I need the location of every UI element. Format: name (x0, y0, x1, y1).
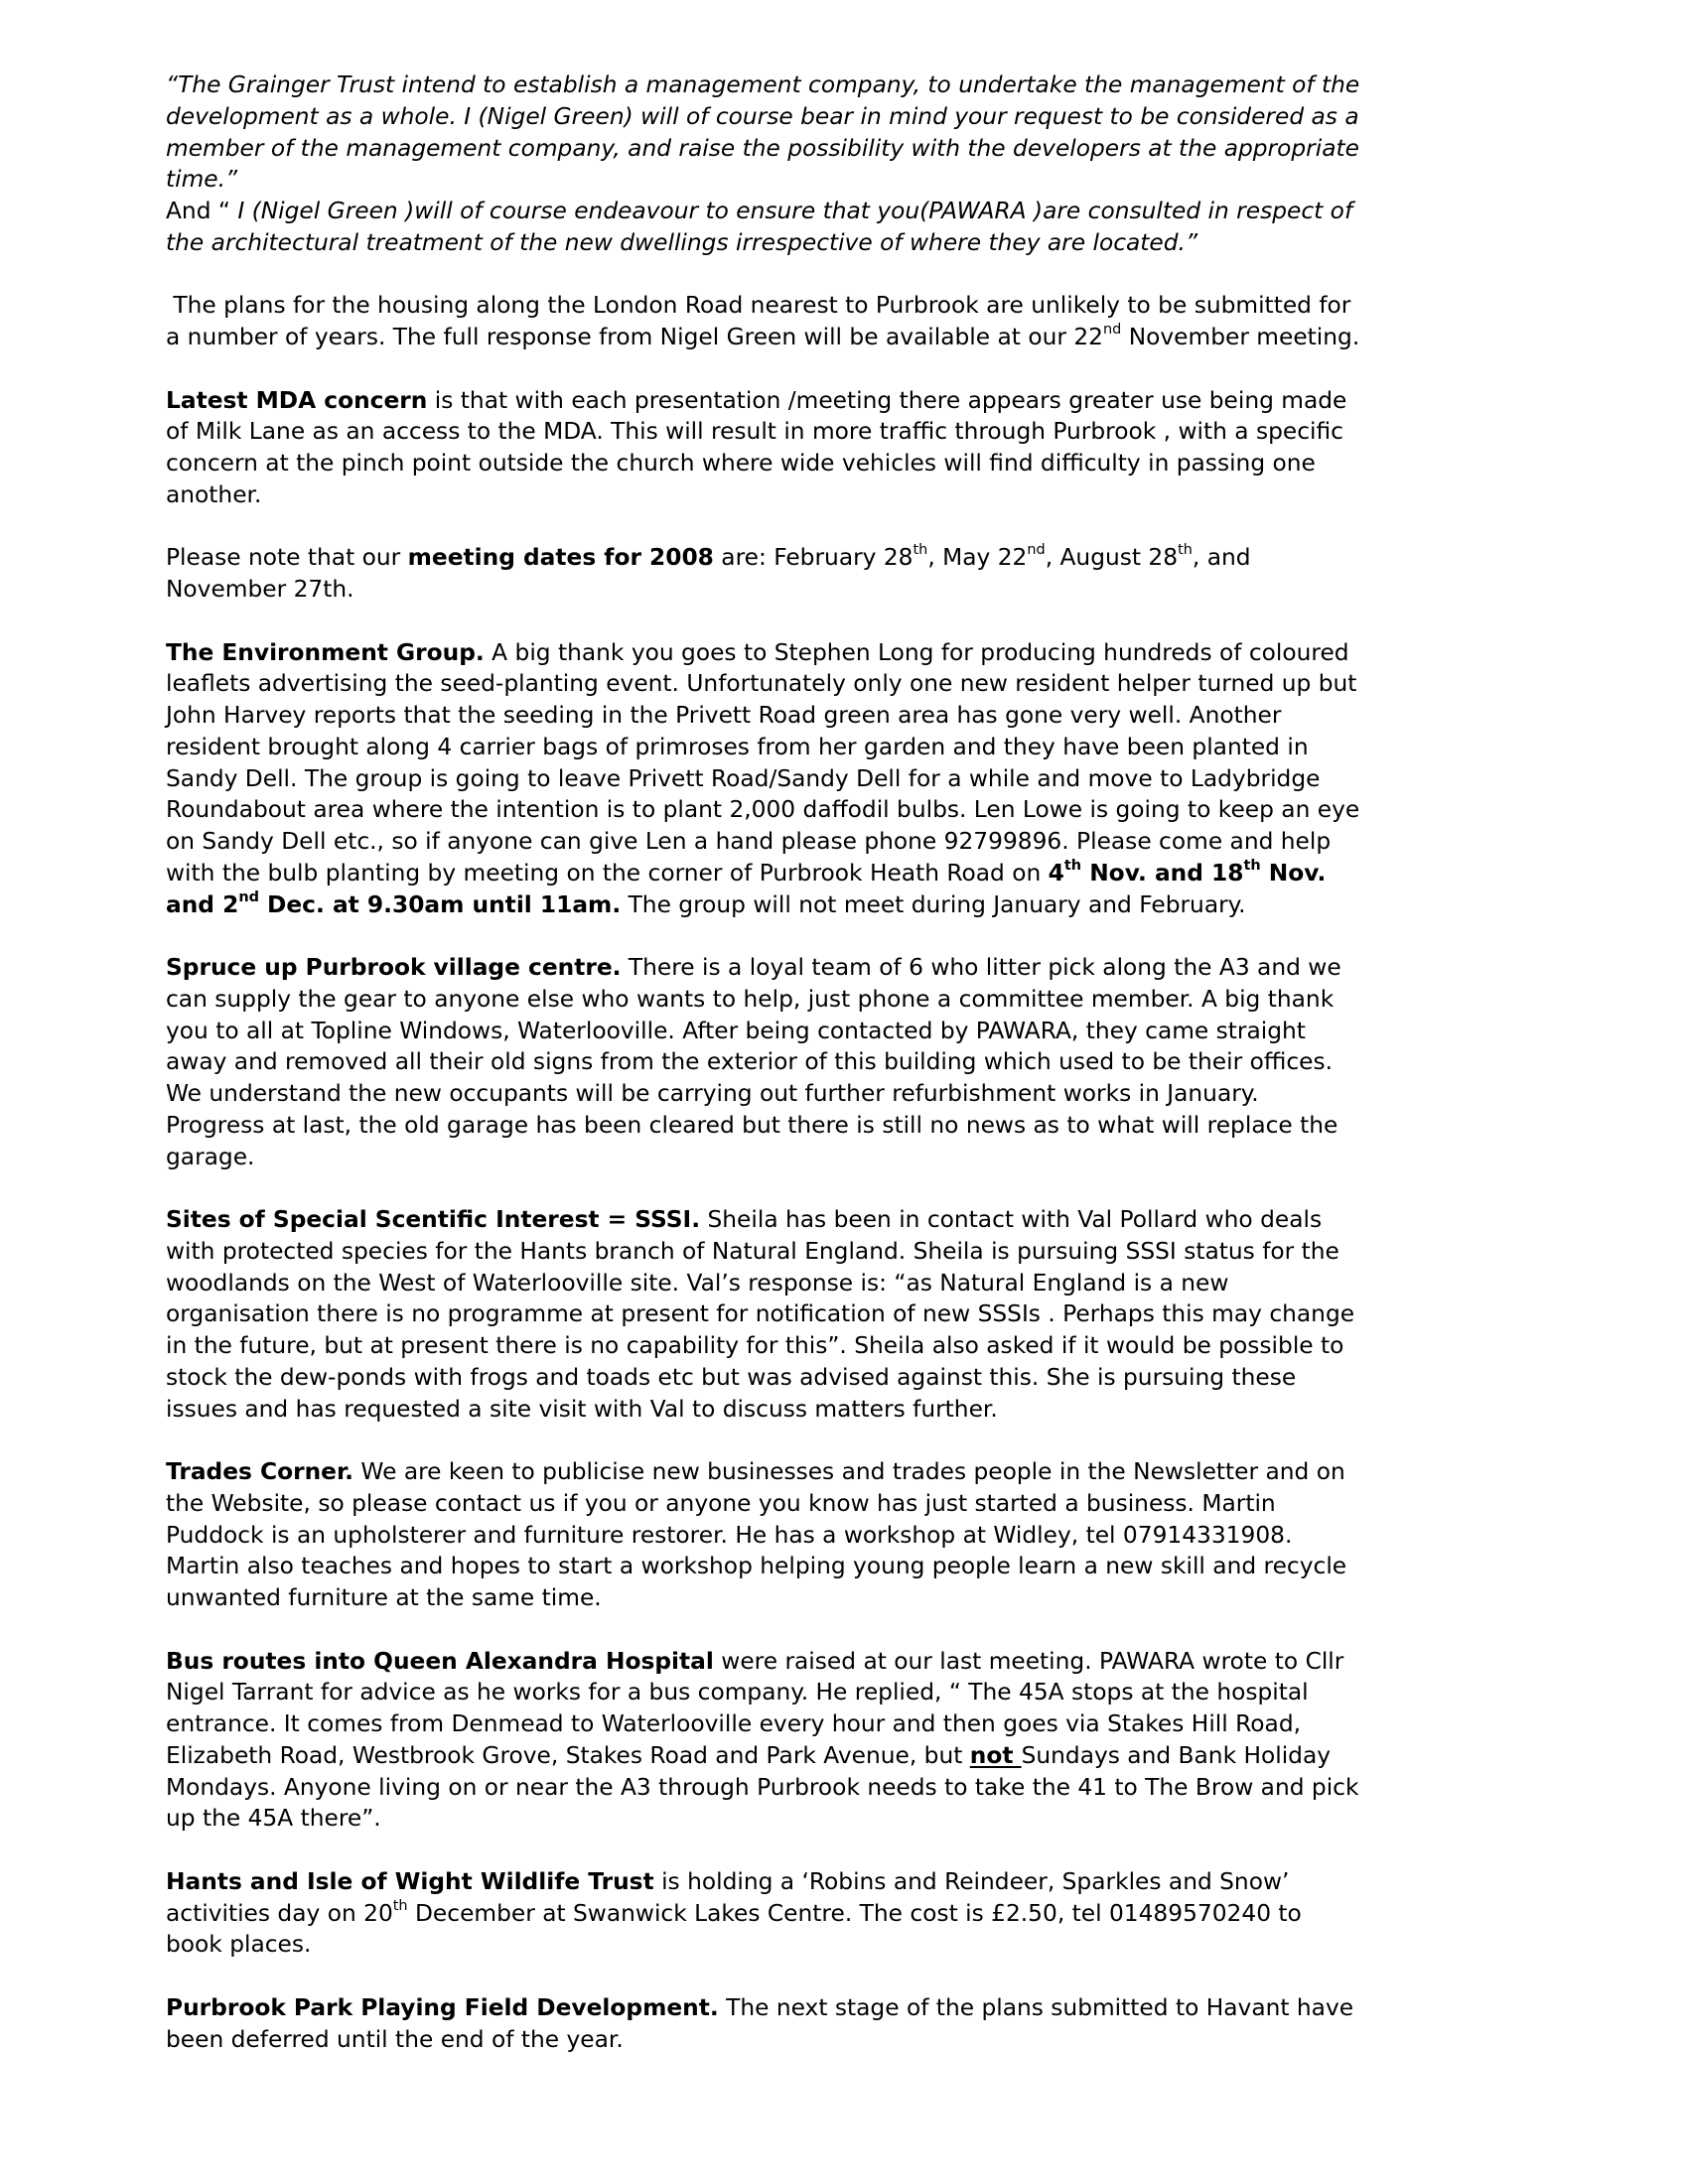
text-line (166, 542, 1536, 574)
paragraph-wildlife-trust (166, 1866, 1536, 1961)
text-run: is that with each presentation /meeting there appears greater use being made (427, 386, 1347, 414)
text-run: stock the dew-ponds with frogs and toads etc but was advised against this. She is pursuing these (166, 1363, 1297, 1391)
text-run: Sheila has been in contact with Val Pollard who deals (700, 1206, 1323, 1233)
quoted-text: the architectural treatment of the new dwellings irrespective of where they are located.” (166, 228, 1198, 256)
text-line (166, 763, 1536, 795)
text-line (166, 889, 1536, 921)
text-line (166, 1268, 1536, 1299)
text-line (166, 1298, 1536, 1330)
text-line (166, 1362, 1536, 1394)
text-line (166, 700, 1536, 732)
text-line (166, 1646, 1536, 1678)
text-run: November meeting. (1121, 324, 1360, 350)
section-heading: Spruce up Purbrook village centre. (166, 954, 622, 981)
paragraph-sssi (166, 1204, 1536, 1425)
ordinal-suffix: nd (1027, 542, 1046, 559)
text-run: another. (166, 480, 262, 508)
paragraph-environment-group (166, 637, 1536, 921)
paragraph-trades-corner (166, 1456, 1536, 1614)
text-run: Nigel Tarrant for advice as he works for a bus company. He replied, “ The 45A stops at the hospital (166, 1679, 1309, 1706)
text-line (166, 448, 1536, 479)
text-line (166, 1488, 1536, 1520)
paragraph-london-road-plans (166, 290, 1536, 353)
text-line (166, 1551, 1536, 1582)
text-line (166, 385, 1536, 417)
text-run: organisation there is no programme at present for notification of new SSSIs . Perhaps this may change (166, 1300, 1355, 1328)
text-line (166, 1142, 1536, 1173)
text-run: John Harvey reports that the seeding in the Privett Road green area has gone very well. Another (166, 702, 1282, 729)
text-line (166, 1456, 1536, 1488)
paragraph-gap (166, 606, 1536, 637)
text-run: A big thank you goes to Stephen Long for producing hundreds of coloured (484, 638, 1349, 666)
text-run: The group will not meet during January and February. (621, 890, 1246, 918)
paragraph-gap (166, 259, 1536, 291)
ordinal-suffix: th (1178, 542, 1193, 559)
text-line (166, 1204, 1536, 1236)
ordinal-suffix: th (1243, 857, 1261, 874)
text-line (166, 1772, 1536, 1804)
text-run: with protected species for the Hants branch of Natural England. Sheila is pursuing SSSI status for the (166, 1237, 1339, 1265)
text-run: The next stage of the plans submitted to Havant have (718, 1993, 1354, 2021)
bold-text: Nov. (1260, 859, 1327, 887)
text-run: activities day on 20 (166, 1899, 393, 1927)
text-line (166, 1078, 1536, 1110)
bold-text: meeting dates for 2008 (407, 544, 714, 572)
text-run: up the 45A there”. (166, 1805, 381, 1833)
bold-text: 4 (1048, 859, 1064, 887)
text-run: woodlands on the West of Waterlooville site. Val’s response is: “as Natural England is a new (166, 1269, 1229, 1297)
text-run: , August 28 (1045, 544, 1179, 572)
text-run: resident brought along 4 carrier bags of primroses from her garden and they have been planted in (166, 733, 1309, 760)
text-line (166, 2024, 1536, 2056)
text-line (166, 794, 1536, 826)
text-line (166, 1016, 1536, 1047)
text-line (166, 290, 1536, 322)
paragraph-mda-concern (166, 385, 1536, 511)
text-run: you to all at Topline Windows, Waterlooville. After being contacted by PAWARA, they came straight (166, 1017, 1306, 1044)
text-run: the Website, so please contact us if you or anyone you know has just started a business. Martin (166, 1489, 1276, 1517)
text-run: away and removed all their old signs from the exterior of this building which used to be their offices. (166, 1048, 1334, 1076)
text-line (166, 1866, 1536, 1898)
newsletter-body (166, 69, 1536, 2055)
text-line (166, 826, 1536, 858)
emphasis-underlined: not (969, 1741, 1022, 1769)
text-line (166, 1110, 1536, 1142)
text-line (166, 1394, 1536, 1426)
text-run: Puddock is an upholsterer and furniture restorer. He has a workshop at Widley, tel 07914331908. (166, 1521, 1293, 1549)
text-run: of Milk Lane as an access to the MDA. This will result in more traffic through Purbrook , with a specific (166, 418, 1343, 446)
text-line (166, 1992, 1536, 2024)
text-run: We are keen to publicise new businesses and trades people in the Newsletter and on (353, 1458, 1345, 1485)
text-run: Please note that our (166, 544, 408, 572)
paragraph-gap (166, 1961, 1536, 1992)
text-line (166, 416, 1536, 448)
text-line (166, 1046, 1536, 1078)
section-heading: Sites of Special Scentific Interest = SSSI. (166, 1206, 701, 1233)
section-heading: The Environment Group. (166, 638, 485, 666)
text-run: November 27th. (166, 576, 354, 603)
paragraph-gap (166, 353, 1536, 385)
text-run: Elizabeth Road, Westbrook Grove, Stakes Road and Park Avenue, but (166, 1741, 970, 1769)
text-line (166, 1929, 1536, 1961)
text-run: is holding a ‘Robins and Reindeer, Sparkles and Snow’ (653, 1867, 1290, 1895)
text-line (166, 479, 1536, 511)
text-run: , May 22 (927, 544, 1028, 572)
section-heading: Latest MDA concern (166, 386, 428, 414)
text-line (166, 952, 1536, 984)
paragraph-meeting-dates (166, 542, 1536, 606)
quoted-text: member of the management company, and raise the possibility with the developers at the appropriate (166, 134, 1359, 162)
text-run: can supply the gear to anyone else who wants to help, just phone a committee member. A big thank (166, 985, 1335, 1013)
text-line (166, 322, 1536, 353)
ordinal-suffix: nd (238, 888, 259, 905)
text-line (166, 101, 1536, 133)
text-line (166, 637, 1536, 669)
text-line (166, 196, 1536, 227)
text-run: concern at the pinch point outside the church where wide vehicles will find difficulty in passing one (166, 450, 1316, 477)
text-line (166, 1582, 1536, 1614)
paragraph-gap (166, 1172, 1536, 1204)
text-run: issues and has requested a site visit with Val to discuss matters further. (166, 1395, 998, 1423)
text-run: The plans for the housing along the London Road nearest to Purbrook are unlikely to be submitted for (166, 292, 1351, 320)
text-line (166, 227, 1536, 259)
text-run: with the bulb planting by meeting on the corner of Purbrook Heath Road on (166, 859, 1049, 887)
section-heading: Bus routes into Queen Alexandra Hospital (166, 1647, 714, 1675)
text-run: Mondays. Anyone living on or near the A3 through Purbrook needs to take the 41 to The Brow and pick (166, 1773, 1359, 1801)
text-run: Martin also teaches and hopes to start a workshop helping young people learn a new skill and recycle (166, 1553, 1347, 1580)
text-line (166, 1803, 1536, 1835)
text-run: leaflets advertising the seed-planting event. Unfortunately only one new resident helper turned up but (166, 670, 1357, 698)
text-line (166, 1708, 1536, 1740)
text-line (166, 69, 1536, 101)
paragraph-bus-routes (166, 1646, 1536, 1836)
ordinal-suffix: th (913, 542, 928, 559)
text-line (166, 133, 1536, 165)
quoted-text: “The Grainger Trust intend to establish a management company, to undertake the management of the (166, 71, 1360, 98)
paragraph-gap (166, 920, 1536, 952)
text-run: , and (1192, 544, 1251, 572)
text-line (166, 1740, 1536, 1772)
paragraph-grainger-quote (166, 69, 1536, 259)
paragraph-gap (166, 1835, 1536, 1866)
text-run: Roundabout area where the intention is to plant 2,000 daffodil bulbs. Len Lowe is going to keep an eye (166, 796, 1360, 824)
text-run: a number of years. The full response from Nigel Green will be available at our 22 (166, 324, 1103, 350)
text-run: There is a loyal team of 6 who litter pick along the A3 and we (621, 954, 1341, 981)
text-run: entrance. It comes from Denmead to Waterlooville every hour and then goes via Stakes Hill Road, (166, 1710, 1302, 1737)
text-run: Progress at last, the old garage has been cleared but there is still no news as to what will replace the (166, 1111, 1338, 1139)
section-heading: Trades Corner. (166, 1458, 353, 1485)
quoted-text: time.” (166, 166, 238, 194)
text-line (166, 1677, 1536, 1708)
text-run: book places. (166, 1931, 312, 1959)
quoted-text: development as a whole. I (Nigel Green) will of course bear in mind your request to be considered as a (166, 102, 1359, 130)
text-run: Sundays and Bank Holiday (1021, 1741, 1332, 1769)
text-run: unwanted furniture at the same time. (166, 1584, 602, 1611)
paragraph-gap (166, 1614, 1536, 1646)
text-line (166, 574, 1536, 606)
text-run: And “ (166, 198, 238, 224)
ordinal-suffix: nd (1102, 322, 1122, 339)
paragraph-playing-field (166, 1992, 1536, 2056)
text-line (166, 1898, 1536, 1930)
text-run: December at Swanwick Lakes Centre. The cost is £2.50, tel 01489570240 to (407, 1899, 1302, 1927)
text-run: in the future, but at present there is no capability for this”. Sheila also asked if it would be possible to (166, 1332, 1344, 1359)
text-run: are: February 28 (713, 544, 914, 572)
ordinal-suffix: th (392, 1897, 408, 1914)
text-line (166, 858, 1536, 889)
bold-text: and 2 (166, 890, 239, 918)
quoted-text: I (Nigel Green )will of course endeavour to ensure that you(PAWARA )are consulted in respect of (237, 198, 1353, 224)
text-line (166, 1520, 1536, 1552)
text-line (166, 668, 1536, 700)
paragraph-spruce-up (166, 952, 1536, 1172)
text-line (166, 1330, 1536, 1362)
text-run: on Sandy Dell etc., so if anyone can give Len a hand please phone 92799896. Please come and help (166, 828, 1332, 855)
section-heading: Hants and Isle of Wight Wildlife Trust (166, 1867, 654, 1895)
text-run: were raised at our last meeting. PAWARA wrote to Cllr (713, 1647, 1344, 1675)
bold-text: Nov. and 18 (1081, 859, 1244, 887)
bold-text: Dec. at 9.30am until 11am. (258, 890, 622, 918)
ordinal-suffix: th (1063, 857, 1082, 874)
paragraph-gap (166, 1425, 1536, 1456)
text-run: We understand the new occupants will be carrying out further refurbishment works in January. (166, 1080, 1259, 1107)
text-run: garage. (166, 1143, 255, 1170)
section-heading: Purbrook Park Playing Field Development. (166, 1993, 719, 2021)
text-run: been deferred until the end of the year. (166, 2025, 624, 2053)
text-line (166, 1236, 1536, 1268)
text-run: Sandy Dell. The group is going to leave Privett Road/Sandy Dell for a while and move to Ladybridge (166, 764, 1321, 792)
text-line (166, 164, 1536, 196)
text-line (166, 732, 1536, 763)
paragraph-gap (166, 511, 1536, 543)
text-line (166, 984, 1536, 1016)
